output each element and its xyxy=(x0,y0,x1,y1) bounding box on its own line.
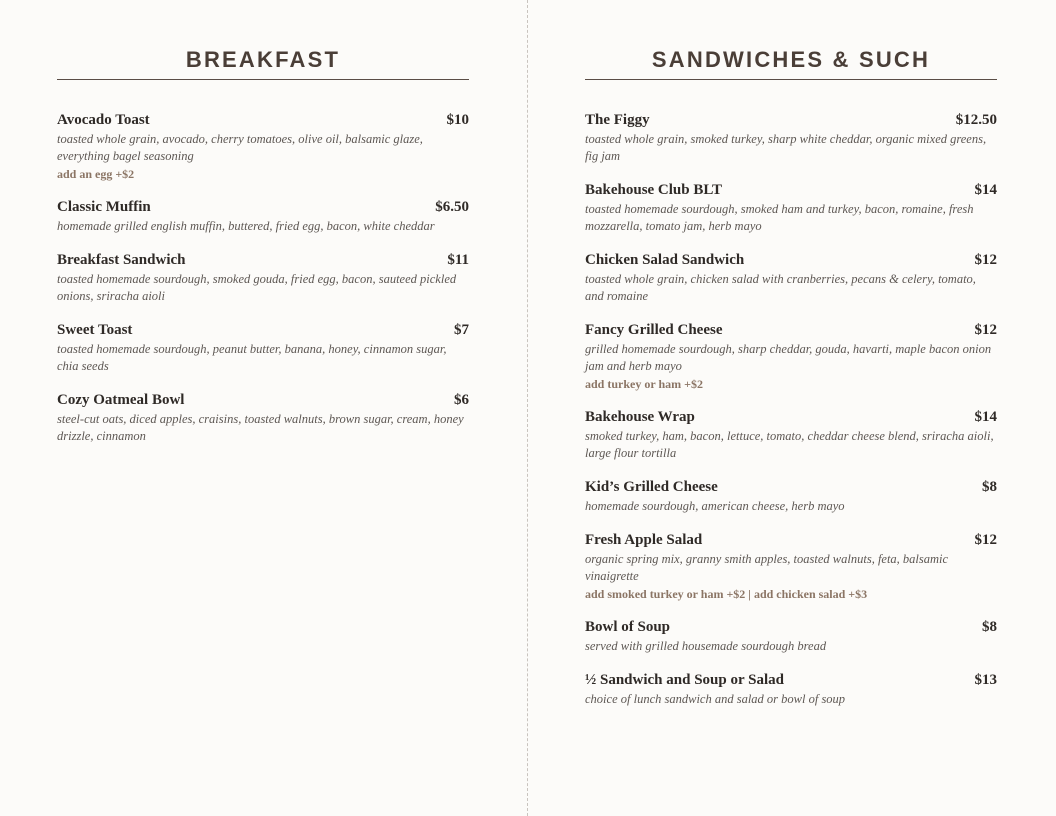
menu-item-price: $8 xyxy=(982,479,997,495)
menu-item-description: toasted homemade sourdough, smoked gouda, fried egg, bacon, sauteed pickled onions, sriracha aioli xyxy=(57,272,457,303)
menu-item xyxy=(57,198,469,235)
menu-item-price: $11 xyxy=(447,252,469,268)
menu-item-header xyxy=(585,251,997,269)
menu-item-addon: add turkey or ham +$2 xyxy=(585,377,703,391)
menu-item-price: $12 xyxy=(974,532,997,548)
menu-item-price: $10 xyxy=(446,112,469,128)
menu-item xyxy=(585,181,997,235)
menu-item-header xyxy=(57,251,469,269)
menu-item xyxy=(585,408,997,462)
breakfast-rule xyxy=(57,79,469,80)
menu-item-name: Kid’s Grilled Cheese xyxy=(585,479,718,495)
menu-item-description: steel-cut oats, diced apples, craisins, toasted walnuts, brown sugar, cream, honey drizzle, cinnamon xyxy=(57,412,464,443)
sandwiches-items xyxy=(585,111,997,708)
menu-item-description: toasted homemade sourdough, peanut butter, banana, honey, cinnamon sugar, chia seeds xyxy=(57,342,447,373)
menu-item-name: Fancy Grilled Cheese xyxy=(585,322,723,338)
menu-item-price: $14 xyxy=(974,182,997,198)
menu-item xyxy=(585,321,997,392)
menu-item-price: $14 xyxy=(974,409,997,425)
menu-item-header xyxy=(57,198,469,216)
menu-item-description: grilled homemade sourdough, sharp cheddar, gouda, havarti, maple bacon onion jam and herb mayo xyxy=(585,342,992,373)
menu-item-description: served with grilled housemade sourdough bread xyxy=(585,639,827,653)
menu-item-price: $6 xyxy=(454,392,469,408)
menu-item-description: homemade grilled english muffin, buttered, fried egg, bacon, white cheddar xyxy=(57,219,435,233)
menu-item-header xyxy=(585,408,997,426)
menu-item xyxy=(585,251,997,305)
menu-item-header xyxy=(57,391,469,409)
menu-item-header xyxy=(585,478,997,496)
menu-item-name: Bowl of Soup xyxy=(585,619,671,635)
sandwiches-column xyxy=(585,40,997,724)
menu-item-header xyxy=(585,321,997,339)
menu-item-name: Avocado Toast xyxy=(57,112,150,128)
page-divider xyxy=(527,0,528,816)
breakfast-title: BREAKFAST xyxy=(185,47,341,72)
menu-item-addon: add an egg +$2 xyxy=(57,167,135,181)
menu-item-price: $7 xyxy=(454,322,469,338)
menu-item-description: toasted whole grain, chicken salad with cranberries, pecans & celery, tomato, and romaine xyxy=(585,272,976,303)
breakfast-items xyxy=(57,111,469,445)
menu-item-price: $6.50 xyxy=(435,199,469,215)
menu-item-description: smoked turkey, ham, bacon, lettuce, tomato, cheddar cheese blend, sriracha aioli, large flour tortilla xyxy=(585,429,994,460)
menu-item xyxy=(585,531,997,602)
menu-item-name: Chicken Salad Sandwich xyxy=(585,252,745,268)
menu-item-description: organic spring mix, granny smith apples, toasted walnuts, feta, balsamic vinaigrette xyxy=(585,552,949,583)
menu-item-header xyxy=(57,111,469,129)
menu-item-description: toasted whole grain, avocado, cherry tomatoes, olive oil, balsamic glaze, everything bagel seasoning xyxy=(57,132,423,163)
menu-item-name: Cozy Oatmeal Bowl xyxy=(57,392,185,408)
menu-item-name: The Figgy xyxy=(585,112,650,128)
menu-item-price: $12.50 xyxy=(955,112,997,128)
menu-item xyxy=(57,251,469,305)
menu-item-name: Bakehouse Club BLT xyxy=(585,182,723,198)
menu-item xyxy=(585,618,997,655)
menu-item-name: Classic Muffin xyxy=(57,199,151,215)
menu-item-name: Bakehouse Wrap xyxy=(585,409,695,425)
menu-item-header xyxy=(57,321,469,339)
menu-item-name: Fresh Apple Salad xyxy=(585,532,703,548)
menu-item-price: $12 xyxy=(974,322,997,338)
menu-item-description: toasted whole grain, smoked turkey, sharp white cheddar, organic mixed greens, fig jam xyxy=(585,132,987,163)
breakfast-column xyxy=(57,40,469,461)
menu-item-price: $12 xyxy=(974,252,997,268)
menu-item-description: toasted homemade sourdough, smoked ham and turkey, bacon, romaine, fresh mozzarella, tomato jam, herb mayo xyxy=(585,202,974,233)
menu-item-price: $13 xyxy=(974,672,997,688)
menu-item-name: ½ Sandwich and Soup or Salad xyxy=(585,672,784,688)
menu-item-header xyxy=(585,671,997,689)
menu-item-description: choice of lunch sandwich and salad or bowl of soup xyxy=(585,692,846,706)
sandwiches-rule xyxy=(585,79,997,80)
menu-item-header xyxy=(585,111,997,129)
menu-item xyxy=(57,391,469,445)
menu-item xyxy=(585,111,997,165)
menu-item xyxy=(585,671,997,708)
menu-item xyxy=(57,321,469,375)
menu-item xyxy=(57,111,469,182)
sandwiches-title: SANDWICHES & SUCH xyxy=(651,47,931,72)
menu-item-price: $8 xyxy=(982,619,997,635)
menu-item-name: Sweet Toast xyxy=(57,322,133,338)
menu-item-header xyxy=(585,618,997,636)
menu-item-name: Breakfast Sandwich xyxy=(57,252,186,268)
menu-item-header xyxy=(585,181,997,199)
menu-item-header xyxy=(585,531,997,549)
menu-item-description: homemade sourdough, american cheese, herb mayo xyxy=(585,499,845,513)
menu-item xyxy=(585,478,997,515)
menu-item-addon: add smoked turkey or ham +$2 | add chicken salad +$3 xyxy=(585,587,868,601)
